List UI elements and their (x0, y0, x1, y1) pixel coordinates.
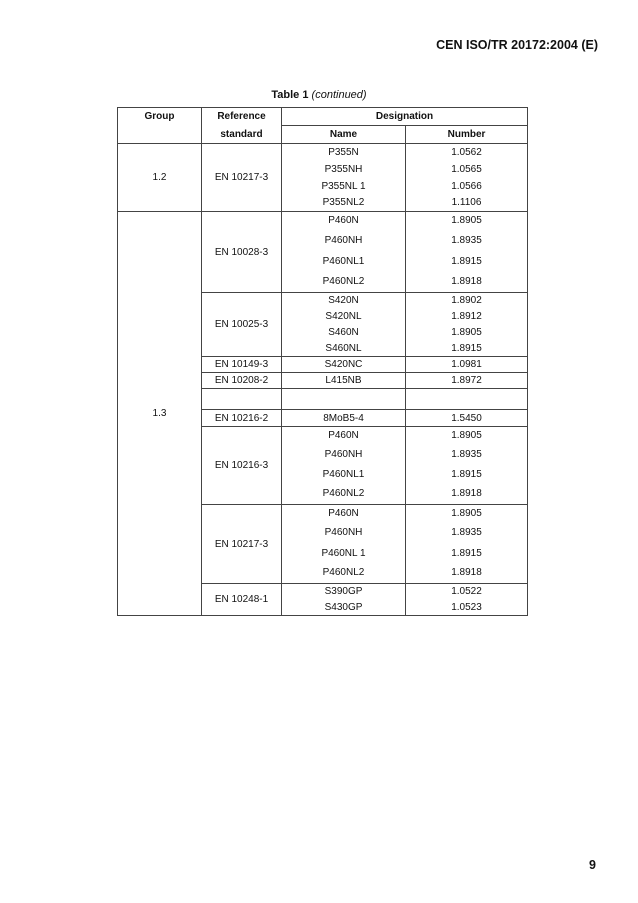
designation-name-cell: P460NL2 (282, 484, 406, 505)
designation-name-cell: L415NB (282, 373, 406, 389)
designation-name-cell: S420NC (282, 357, 406, 373)
caption-subtitle: (continued) (311, 89, 367, 101)
designation-number-cell: 1.0565 (406, 161, 528, 178)
designation-name-cell: S460N (282, 325, 406, 341)
designation-number-cell: 1.0566 (406, 178, 528, 195)
designation-name-cell: P460N (282, 505, 406, 522)
reference-standard-cell: EN 10217-3 (202, 505, 282, 584)
designation-name-cell (282, 389, 406, 410)
designation-number-cell: 1.8915 (406, 544, 528, 563)
designation-table (117, 107, 528, 616)
header-standard: standard (202, 126, 282, 144)
designation-name-cell: P355NH (282, 161, 406, 178)
designation-name-cell: P460NH (282, 230, 406, 252)
group-cell: 1.2 (118, 144, 202, 212)
designation-number-cell: 1.0562 (406, 144, 528, 161)
designation-name-cell: P355N (282, 144, 406, 161)
reference-standard-cell: EN 10149-3 (202, 357, 282, 373)
designation-number-cell: 1.8915 (406, 465, 528, 484)
group-cell: 1.3 (118, 212, 202, 616)
designation-number-cell: 1.8905 (406, 505, 528, 522)
designation-name-cell: S420NL (282, 309, 406, 325)
designation-number-cell: 1.0981 (406, 357, 528, 373)
designation-number-cell: 1.8935 (406, 522, 528, 544)
designation-name-cell: P355NL2 (282, 195, 406, 212)
page-header: CEN ISO/TR 20172:2004 (E) (436, 38, 598, 52)
table-row (118, 144, 528, 161)
designation-number-cell: 1.8912 (406, 309, 528, 325)
designation-name-cell: P460N (282, 212, 406, 230)
designation-name-cell: S460NL (282, 341, 406, 357)
designation-name-cell: P460NL2 (282, 272, 406, 293)
caption-title: Table 1 (271, 89, 309, 101)
designation-name-cell: 8MoB5-4 (282, 410, 406, 427)
reference-standard-cell: EN 10217-3 (202, 144, 282, 212)
designation-number-cell: 1.8905 (406, 325, 528, 341)
designation-number-cell: 1.8915 (406, 252, 528, 272)
reference-standard-cell: EN 10028-3 (202, 212, 282, 293)
table-row (118, 212, 528, 230)
reference-standard-cell: EN 10025-3 (202, 293, 282, 357)
designation-number-cell: 1.8905 (406, 427, 528, 444)
table-body (118, 144, 528, 616)
designation-number-cell: 1.5450 (406, 410, 528, 427)
page-number: 9 (589, 858, 596, 872)
designation-name-cell: P460NL1 (282, 465, 406, 484)
designation-number-cell: 1.8918 (406, 272, 528, 293)
designation-number-cell: 1.8918 (406, 563, 528, 584)
header-group: Group (118, 108, 202, 126)
header-designation: Designation (282, 108, 528, 126)
designation-number-cell: 1.8902 (406, 293, 528, 309)
reference-standard-cell: EN 10216-3 (202, 427, 282, 505)
designation-name-cell: P460N (282, 427, 406, 444)
designation-number-cell: 1.8935 (406, 444, 528, 465)
designation-number-cell: 1.8972 (406, 373, 528, 389)
designation-name-cell: S390GP (282, 584, 406, 600)
designation-name-cell: S430GP (282, 600, 406, 616)
reference-standard-cell: EN 10208-2 (202, 373, 282, 389)
designation-number-cell: 1.0523 (406, 600, 528, 616)
designation-number-cell: 1.8905 (406, 212, 528, 230)
designation-name-cell: P460NL 1 (282, 544, 406, 563)
reference-standard-cell: EN 10248-1 (202, 584, 282, 616)
designation-number-cell: 1.0522 (406, 584, 528, 600)
header-number: Number (406, 126, 528, 144)
designation-name-cell: P460NL1 (282, 252, 406, 272)
table-caption (0, 89, 638, 101)
designation-number-cell: 1.8915 (406, 341, 528, 357)
designation-name-cell: P460NH (282, 444, 406, 465)
designation-number-cell: 1.1106 (406, 195, 528, 212)
reference-standard-cell: EN 10216-2 (202, 410, 282, 427)
header-group-cont (118, 126, 202, 144)
designation-name-cell: P355NL 1 (282, 178, 406, 195)
designation-number-cell: 1.8918 (406, 484, 528, 505)
designation-name-cell: S420N (282, 293, 406, 309)
header-reference: Reference (202, 108, 282, 126)
designation-number-cell: 1.8935 (406, 230, 528, 252)
designation-name-cell: P460NL2 (282, 563, 406, 584)
reference-standard-cell (202, 389, 282, 410)
header-name: Name (282, 126, 406, 144)
designation-number-cell (406, 389, 528, 410)
designation-name-cell: P460NH (282, 522, 406, 544)
